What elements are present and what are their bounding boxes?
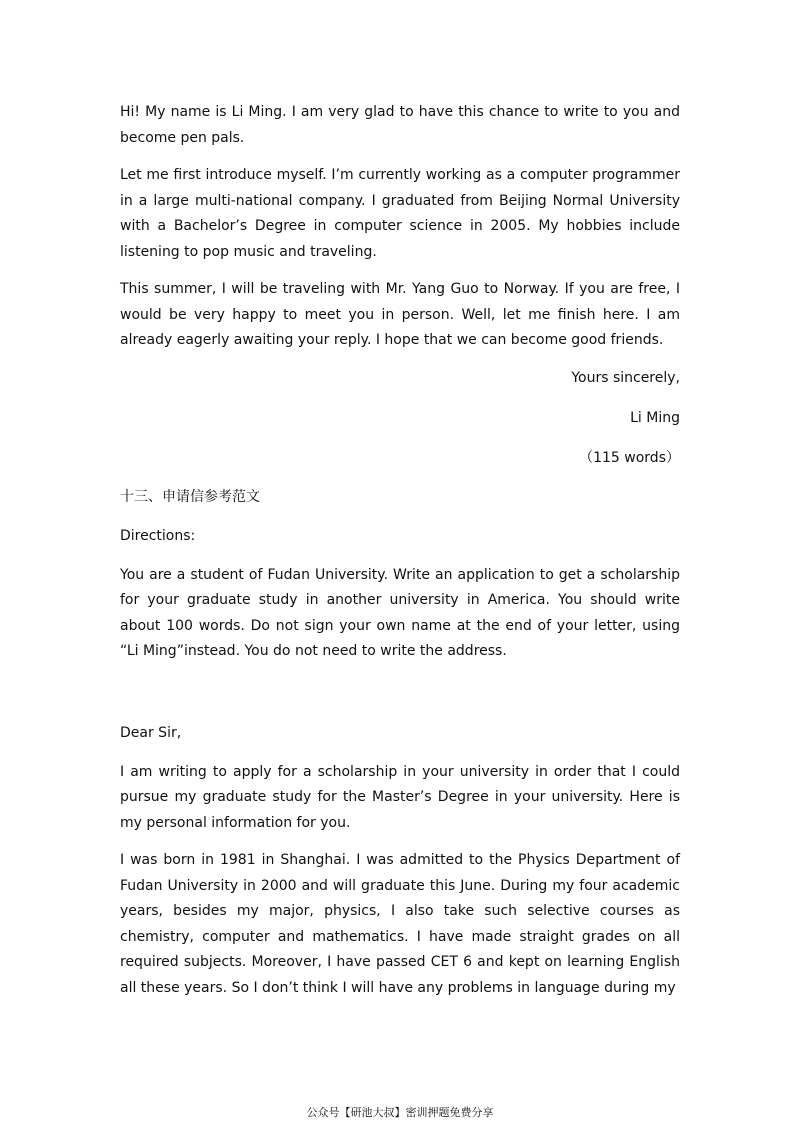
document-page — [120, 100, 680, 1013]
letter1-paragraph-3: This summer, I will be traveling with Mr. Yang Guo to Norway. If you are free, I would be very happy to meet you in person. Well, let me finish here. I am already eagerly awaiting your reply. I hope that we can become good friends. — [120, 281, 680, 348]
letter1-closing: Yours sincerely, — [571, 369, 680, 386]
letter2-paragraph-2: I was born in 1981 in Shanghai. I was admitted to the Physics Department of Fudan University in 2000 and will graduate this June. During my four academic years, besides my major, physics, I also take such selective courses as chemistry, computer and mathematics. I have made straight grades on all required subjects. Moreover, I have passed CET 6 and kept on learning English all these years. So I don’t think I will have any problems in language during my — [120, 852, 680, 996]
directions-label: Directions: — [120, 527, 196, 544]
directions-text: You are a student of Fudan University. Write an application to get a scholarship for your graduate study in another university in America. You should write about 100 words. Do not sign your own name at the end of your letter, using “Li Ming”instead. You do not need to write the address. — [120, 566, 680, 659]
letter1-signer: Li Ming — [630, 409, 680, 426]
footer-note: 公众号【研池大叔】密训押题免费分享 — [306, 1106, 494, 1119]
letter1-paragraph-2: Let me first introduce myself. I’m currently working as a computer programmer in a large multi-national company. I graduated from Beijing Normal University with a Bachelor’s Degree in computer science in 2005. My hobbies include listening to pop music and traveling. — [120, 167, 680, 260]
word-count: （115 words） — [579, 449, 680, 466]
letter1-paragraph-1: Hi! My name is Li Ming. I am very glad to have this chance to write to you and become pen pals. — [120, 104, 680, 146]
section-heading: 十三、申请信参考范文 — [120, 488, 260, 505]
letter2-salutation: Dear Sir, — [120, 724, 182, 741]
letter2-paragraph-1: I am writing to apply for a scholarship in your university in order that I could pursue my graduate study for the Master’s Degree in your university. Here is my personal information for you. — [120, 763, 680, 831]
